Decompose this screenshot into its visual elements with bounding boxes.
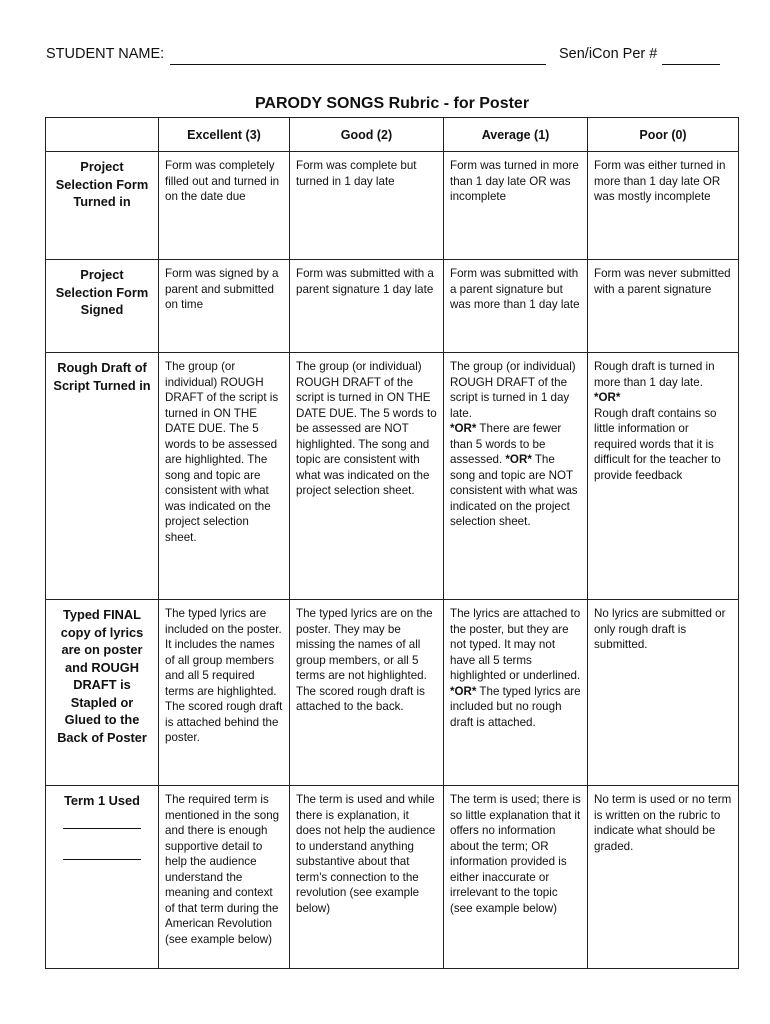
- table-row: [46, 353, 739, 600]
- poor-cell: Form was never submitted with a parent signature: [588, 260, 739, 353]
- table-row: [46, 600, 739, 786]
- criterion-cell: [46, 786, 159, 969]
- student-name-blank: [170, 64, 546, 65]
- poor-text-b: Rough draft contains so little information or required words that it is difficult for the teacher to provide feedback: [594, 406, 721, 482]
- student-header: [46, 46, 722, 68]
- average-text-b: The typed lyrics are included but no rough draft is attached.: [450, 684, 581, 729]
- page-title: PARODY SONGS Rubric - for Poster: [254, 95, 530, 112]
- table-row: [46, 786, 739, 969]
- or-marker: *OR*: [450, 684, 477, 698]
- average-text-b: There are fewer than 5 words to be assessed.: [450, 422, 562, 466]
- criterion-cell: Project Selection Form Turned in: [46, 152, 159, 260]
- excellent-cell: The typed lyrics are included on the poster. It includes the names of all group members and all 5 required terms are highlighted. The scored rough draft is attached behind the poster.: [159, 600, 290, 786]
- or-marker: *OR*: [594, 391, 621, 404]
- criteria-header: [46, 118, 159, 152]
- excellent-header: Excellent (3): [159, 118, 290, 152]
- period-blank: [662, 64, 720, 65]
- criterion-cell: Project Selection Form Signed: [46, 260, 159, 353]
- good-cell: Form was submitted with a parent signature 1 day late: [290, 260, 444, 353]
- excellent-cell: Form was signed by a parent and submitted on time: [159, 260, 290, 353]
- average-cell: The term is used; there is so little explanation that it offers no information about the term; OR information provided is either inaccurate or irrelevant to the topic (see example below): [444, 786, 588, 969]
- average-text-a: The group (or individual) ROUGH DRAFT of the script is turned in 1 day late.: [450, 360, 576, 420]
- good-cell: The group (or individual) ROUGH DRAFT of the script is turned in ON THE DATE DUE. The 5 words to be assessed are NOT highlighted. The song and topic are consistent with what was indicated on the project selection sheet.: [290, 353, 444, 600]
- good-cell: Form was complete but turned in 1 day late: [290, 152, 444, 260]
- average-cell: Form was submitted with a parent signature but was more than 1 day late: [444, 260, 588, 353]
- term-blank: [63, 859, 141, 860]
- poor-cell: [588, 353, 739, 600]
- period-label: Sen/iCon Per #: [559, 46, 658, 62]
- header-row: [46, 118, 739, 152]
- poor-cell: Form was either turned in more than 1 day late OR was mostly incomplete: [588, 152, 739, 260]
- criterion-label: Term 1 Used: [64, 793, 140, 808]
- good-cell: The typed lyrics are on the poster. They may be missing the names of all group members, or all 5 terms are not highlighted. The scored rough draft is attached to the back.: [290, 600, 444, 786]
- student-name-label: STUDENT NAME:: [46, 46, 165, 62]
- poor-text-a: Rough draft is turned in more than 1 day late.: [594, 360, 715, 389]
- poor-header: Poor (0): [588, 118, 739, 152]
- excellent-cell: The required term is mentioned in the song and there is enough supportive detail to help the audience understand the meaning and context of that term during the American Revolution (see example below): [159, 786, 290, 969]
- table-row: [46, 260, 739, 353]
- average-text-a: The lyrics are attached to the poster, but they are not typed. It may not have all 5 terms highlighted or underlined.: [450, 607, 581, 682]
- or-marker: *OR*: [450, 422, 477, 435]
- good-cell: The term is used and while there is explanation, it does not help the audience to understand anything substantive about that term's connection to the revolution (see example below): [290, 786, 444, 969]
- rubric-table: [45, 117, 739, 969]
- poor-cell: No term is used or no term is written on the rubric to indicate what should be graded.: [588, 786, 739, 969]
- average-text-c: The song and topic are NOT consistent with what was indicated on the project selection sheet.: [450, 453, 578, 528]
- poor-cell: No lyrics are submitted or only rough draft is submitted.: [588, 600, 739, 786]
- good-header: Good (2): [290, 118, 444, 152]
- table-row: [46, 152, 739, 260]
- average-cell: [444, 600, 588, 786]
- term-blank: [63, 828, 141, 829]
- or-marker: *OR*: [505, 453, 532, 466]
- average-cell: [444, 353, 588, 600]
- criterion-cell: Rough Draft of Script Turned in: [46, 353, 159, 600]
- excellent-cell: Form was completely filled out and turned in on the date due: [159, 152, 290, 260]
- average-header: Average (1): [444, 118, 588, 152]
- average-cell: Form was turned in more than 1 day late OR was incomplete: [444, 152, 588, 260]
- excellent-cell: The group (or individual) ROUGH DRAFT of the script is turned in ON THE DATE DUE. The 5 words to be assessed are highlighted. The song and topic are consistent with what was indicated on the project selection sheet.: [159, 353, 290, 600]
- criterion-cell: Typed FINAL copy of lyrics are on poster and ROUGH DRAFT is Stapled or Glued to the Back of Poster: [46, 600, 159, 786]
